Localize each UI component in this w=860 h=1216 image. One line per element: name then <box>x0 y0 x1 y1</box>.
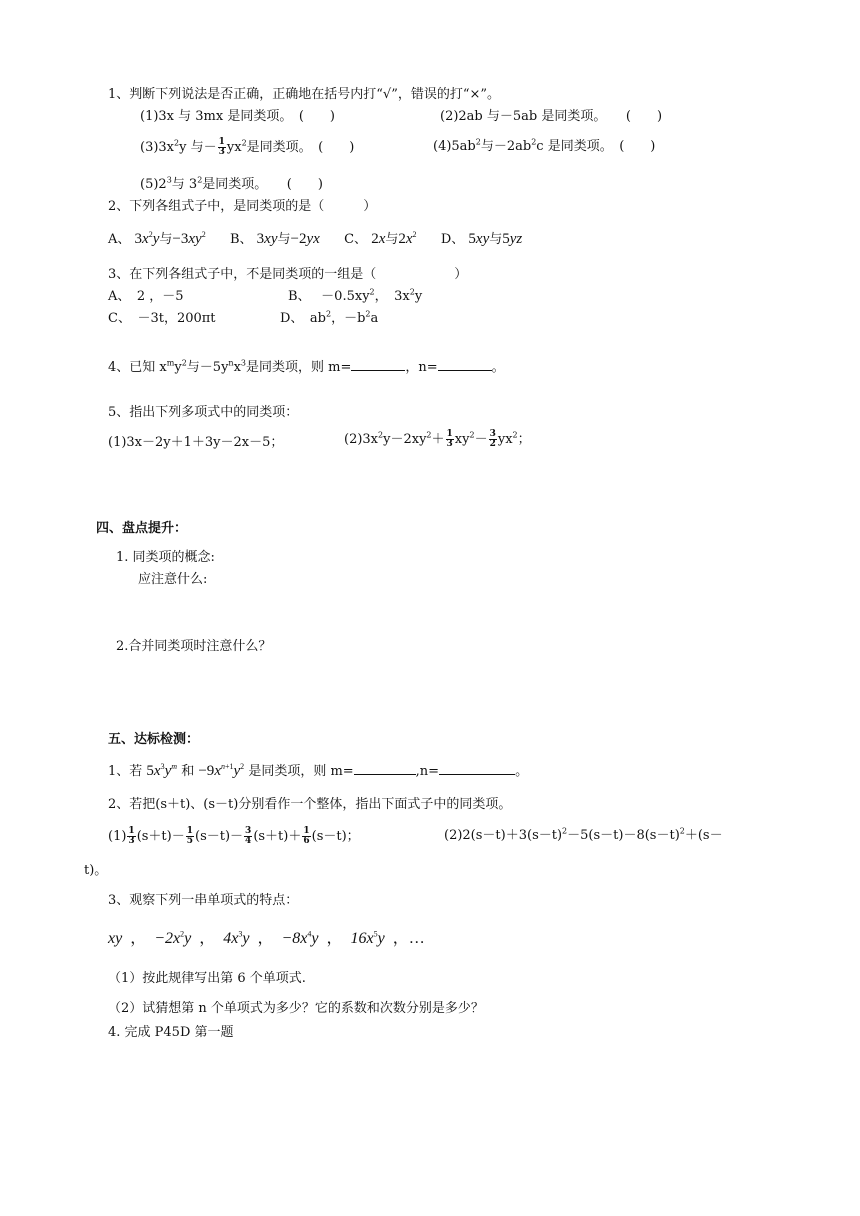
sec4-item-1b: 应注意什么: <box>138 572 208 587</box>
answer-blank-n2[interactable] <box>439 762 515 775</box>
sec5-t1: 1、若 $5x^3y^m$ 和 $-9x^{n+1}y^2$ 是同类项，则 m= ,n= 。 <box>108 762 529 779</box>
q5-p1: (1)3x－2y＋1＋3y－2x－5； <box>108 435 284 450</box>
monomial-sequence: xy ， $-2x^2y$ ， $4x^3y$ ， $-8x^4y$ ， $16x^5y$ ，… <box>108 929 425 947</box>
sec5-t2-expr2: $(2)2(s-t)+3(s-t)^2-5(s-t)-8(s-t)^2+(s-$ <box>444 826 723 843</box>
q3-option-d: D、 $ab^2$，$-b^2a$ <box>280 309 379 326</box>
q1-s4: $(4)5ab^2$与$-2ab^2c$ 是同类项。 ( ) <box>433 137 656 154</box>
q3-option-c: C、 －3t，200πt <box>108 311 216 326</box>
sec5-t3: 3、观察下列一串单项式的特点： <box>108 893 299 908</box>
section-5-heading: 五、达标检测： <box>108 732 200 747</box>
q1-s1: (1)3x 与 3mx 是同类项。 ( ) <box>140 109 335 124</box>
sec5-t2-expr1: (1) $\frac{1}{3}$ (s＋t)－ $\frac{1}{5}$ (s－t)－ $\frac{3}{4}$ (s＋t)＋ $\frac{1}{6}$ (s－t)； <box>108 826 360 846</box>
q1-s5: $(5)2^3$与 $3^2$是同类项。 ( ) <box>140 175 323 192</box>
answer-blank-m[interactable] <box>351 358 405 371</box>
q4-line: 4、已知 $x^my^2$与$-5y^nx^3$是同类项，则 m= ，n= 。 <box>108 358 505 375</box>
q1-title: 1、判断下列说法是否正确，正确地在括号内打“√”，错误的打“×”。 <box>108 87 501 102</box>
q2-options: A、 $3x^2y$与$-3xy^2$ B、 3xy与−2yx C、 2x与$2x^2$ D、 5xy与5yz <box>108 230 523 247</box>
q1-s3: $(3)3x^2y$ 与－ $\frac{1}{3}$ $yx^2$是同类项。 ( ) <box>140 137 355 157</box>
q2-title: 2、下列各组式子中，是同类项的是（ ） <box>108 199 377 214</box>
q3-option-b: B、 $-0.5xy^2$， $3x^2y$ <box>288 287 423 304</box>
q1-s2: (2)2ab 与－5ab 是同类项。 ( ) <box>440 109 663 124</box>
sec5-t3-1: （1）按此规律写出第 6 个单项式. <box>108 971 306 986</box>
q5-title: 5、指出下列多项式中的同类项： <box>108 405 299 420</box>
sec5-t2: 2、若把(s＋t)、(s－t)分别看作一个整体，指出下面式子中的同类项。 <box>108 797 512 812</box>
q5-p2: $(2)3x^2y-2xy^2+$ $\frac{1}{3}$ $xy^2-$ $\frac{3}{2}$ $yx^2$； <box>344 429 531 449</box>
answer-blank-n[interactable] <box>438 358 492 371</box>
sec5-t3-2: （2）试猜想第 n 个单项式为多少？它的系数和次数分别是多少？ <box>108 1001 484 1016</box>
answer-blank-m2[interactable] <box>354 762 416 775</box>
section-4-heading: 四、盘点提升： <box>96 521 188 536</box>
sec5-t2-expr2-cont: t)。 <box>84 863 108 878</box>
sec4-item-2: 2.合并同类项时注意什么？ <box>116 639 272 654</box>
sec5-t4: 4. 完成 P45D 第一题 <box>108 1025 234 1040</box>
q3-option-a: A、 2 ，－5 <box>108 289 184 304</box>
sec4-item-1: 1. 同类项的概念: <box>116 550 215 565</box>
q3-title: 3、在下列各组式子中，不是同类项的一组是（ ） <box>108 267 468 282</box>
